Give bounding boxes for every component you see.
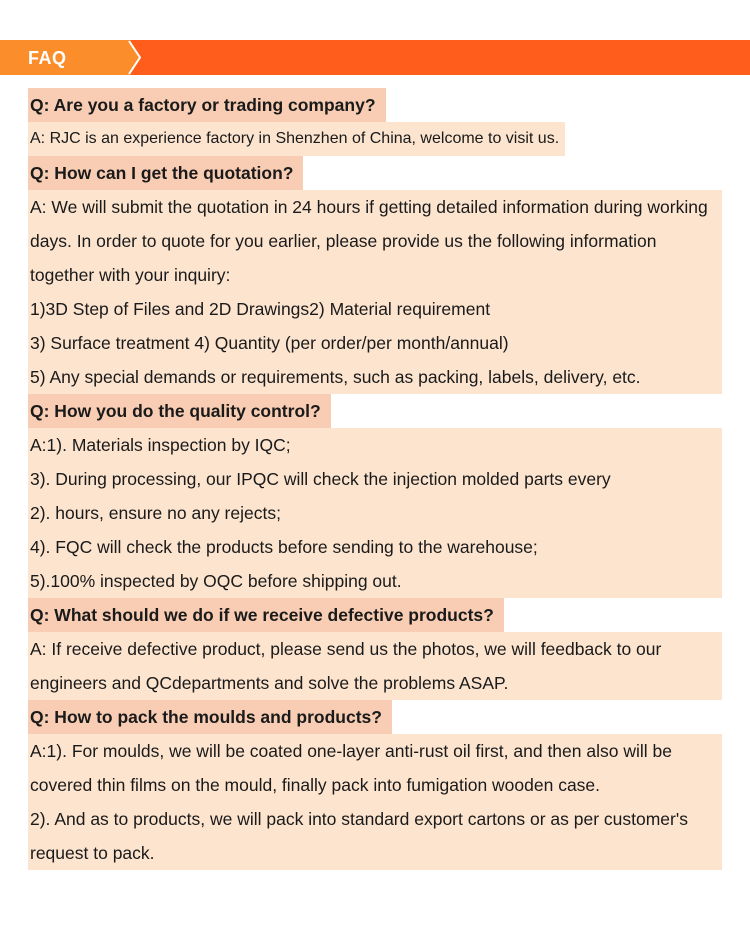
- faq-question-row: [28, 156, 722, 190]
- faq-answer: [28, 632, 722, 700]
- faq-answer-line: 1)3D Step of Files and 2D Drawings2) Material requirement: [30, 299, 491, 319]
- faq-answer-line: engineers and QCdepartments and solve the problems ASAP.: [30, 673, 509, 693]
- faq-answer-line: 2). And as to products, we will pack into standard export cartons or as per customer's: [30, 809, 688, 829]
- faq-question: Q: How can I get the quotation?: [28, 156, 303, 190]
- faq-question-row: [28, 88, 722, 122]
- faq-answer-line: A: RJC is an experience factory in Shenzhen of China, welcome to visit us.: [28, 122, 565, 156]
- header-title: FAQ: [28, 48, 67, 68]
- faq-answer-line: A:1). Materials inspection by IQC;: [30, 435, 291, 455]
- faq-question: Q: What should we do if we receive defective products?: [28, 598, 504, 632]
- faq-answer: [28, 734, 722, 870]
- header-tab: [0, 40, 141, 75]
- faq-question: Q: How you do the quality control?: [28, 394, 331, 428]
- faq-answer-line: request to pack.: [30, 843, 155, 863]
- faq-answer-line: 5) Any special demands or requirements, such as packing, labels, delivery, etc.: [30, 367, 641, 387]
- faq-answer-line: covered thin films on the mould, finally pack into fumigation wooden case.: [30, 775, 601, 795]
- faq-answer-line: 3). During processing, our IPQC will check the injection molded parts every: [30, 469, 611, 489]
- faq-answer: [28, 190, 722, 394]
- faq-question-row: [28, 598, 722, 632]
- faq-answer-line: 5).100% inspected by OQC before shipping out.: [30, 571, 402, 591]
- faq-question-row: [28, 394, 722, 428]
- faq-question: Q: Are you a factory or trading company?: [28, 88, 386, 122]
- faq-question: Q: How to pack the moulds and products?: [28, 700, 392, 734]
- faq-question-row: [28, 700, 722, 734]
- faq-header: [0, 40, 750, 75]
- header-banner: [0, 40, 750, 75]
- faq-answer-line: 3) Surface treatment 4) Quantity (per order/per month/annual): [30, 333, 509, 353]
- faq-answer-line: 2). hours, ensure no any rejects;: [30, 503, 281, 523]
- faq-answer-row: [28, 122, 722, 156]
- faq-answer-line: together with your inquiry:: [30, 265, 231, 285]
- faq-answer-line: A: We will submit the quotation in 24 hours if getting detailed information during working: [30, 197, 708, 217]
- faq-list: [28, 88, 722, 870]
- faq-answer-line: A: If receive defective product, please send us the photos, we will feedback to our: [30, 639, 662, 659]
- faq-answer: [28, 428, 722, 598]
- faq-answer-line: A:1). For moulds, we will be coated one-layer anti-rust oil first, and then also will be: [30, 741, 672, 761]
- faq-answer-line: 4). FQC will check the products before sending to the warehouse;: [30, 537, 538, 557]
- faq-answer-line: days. In order to quote for you earlier, please provide us the following information: [30, 231, 657, 251]
